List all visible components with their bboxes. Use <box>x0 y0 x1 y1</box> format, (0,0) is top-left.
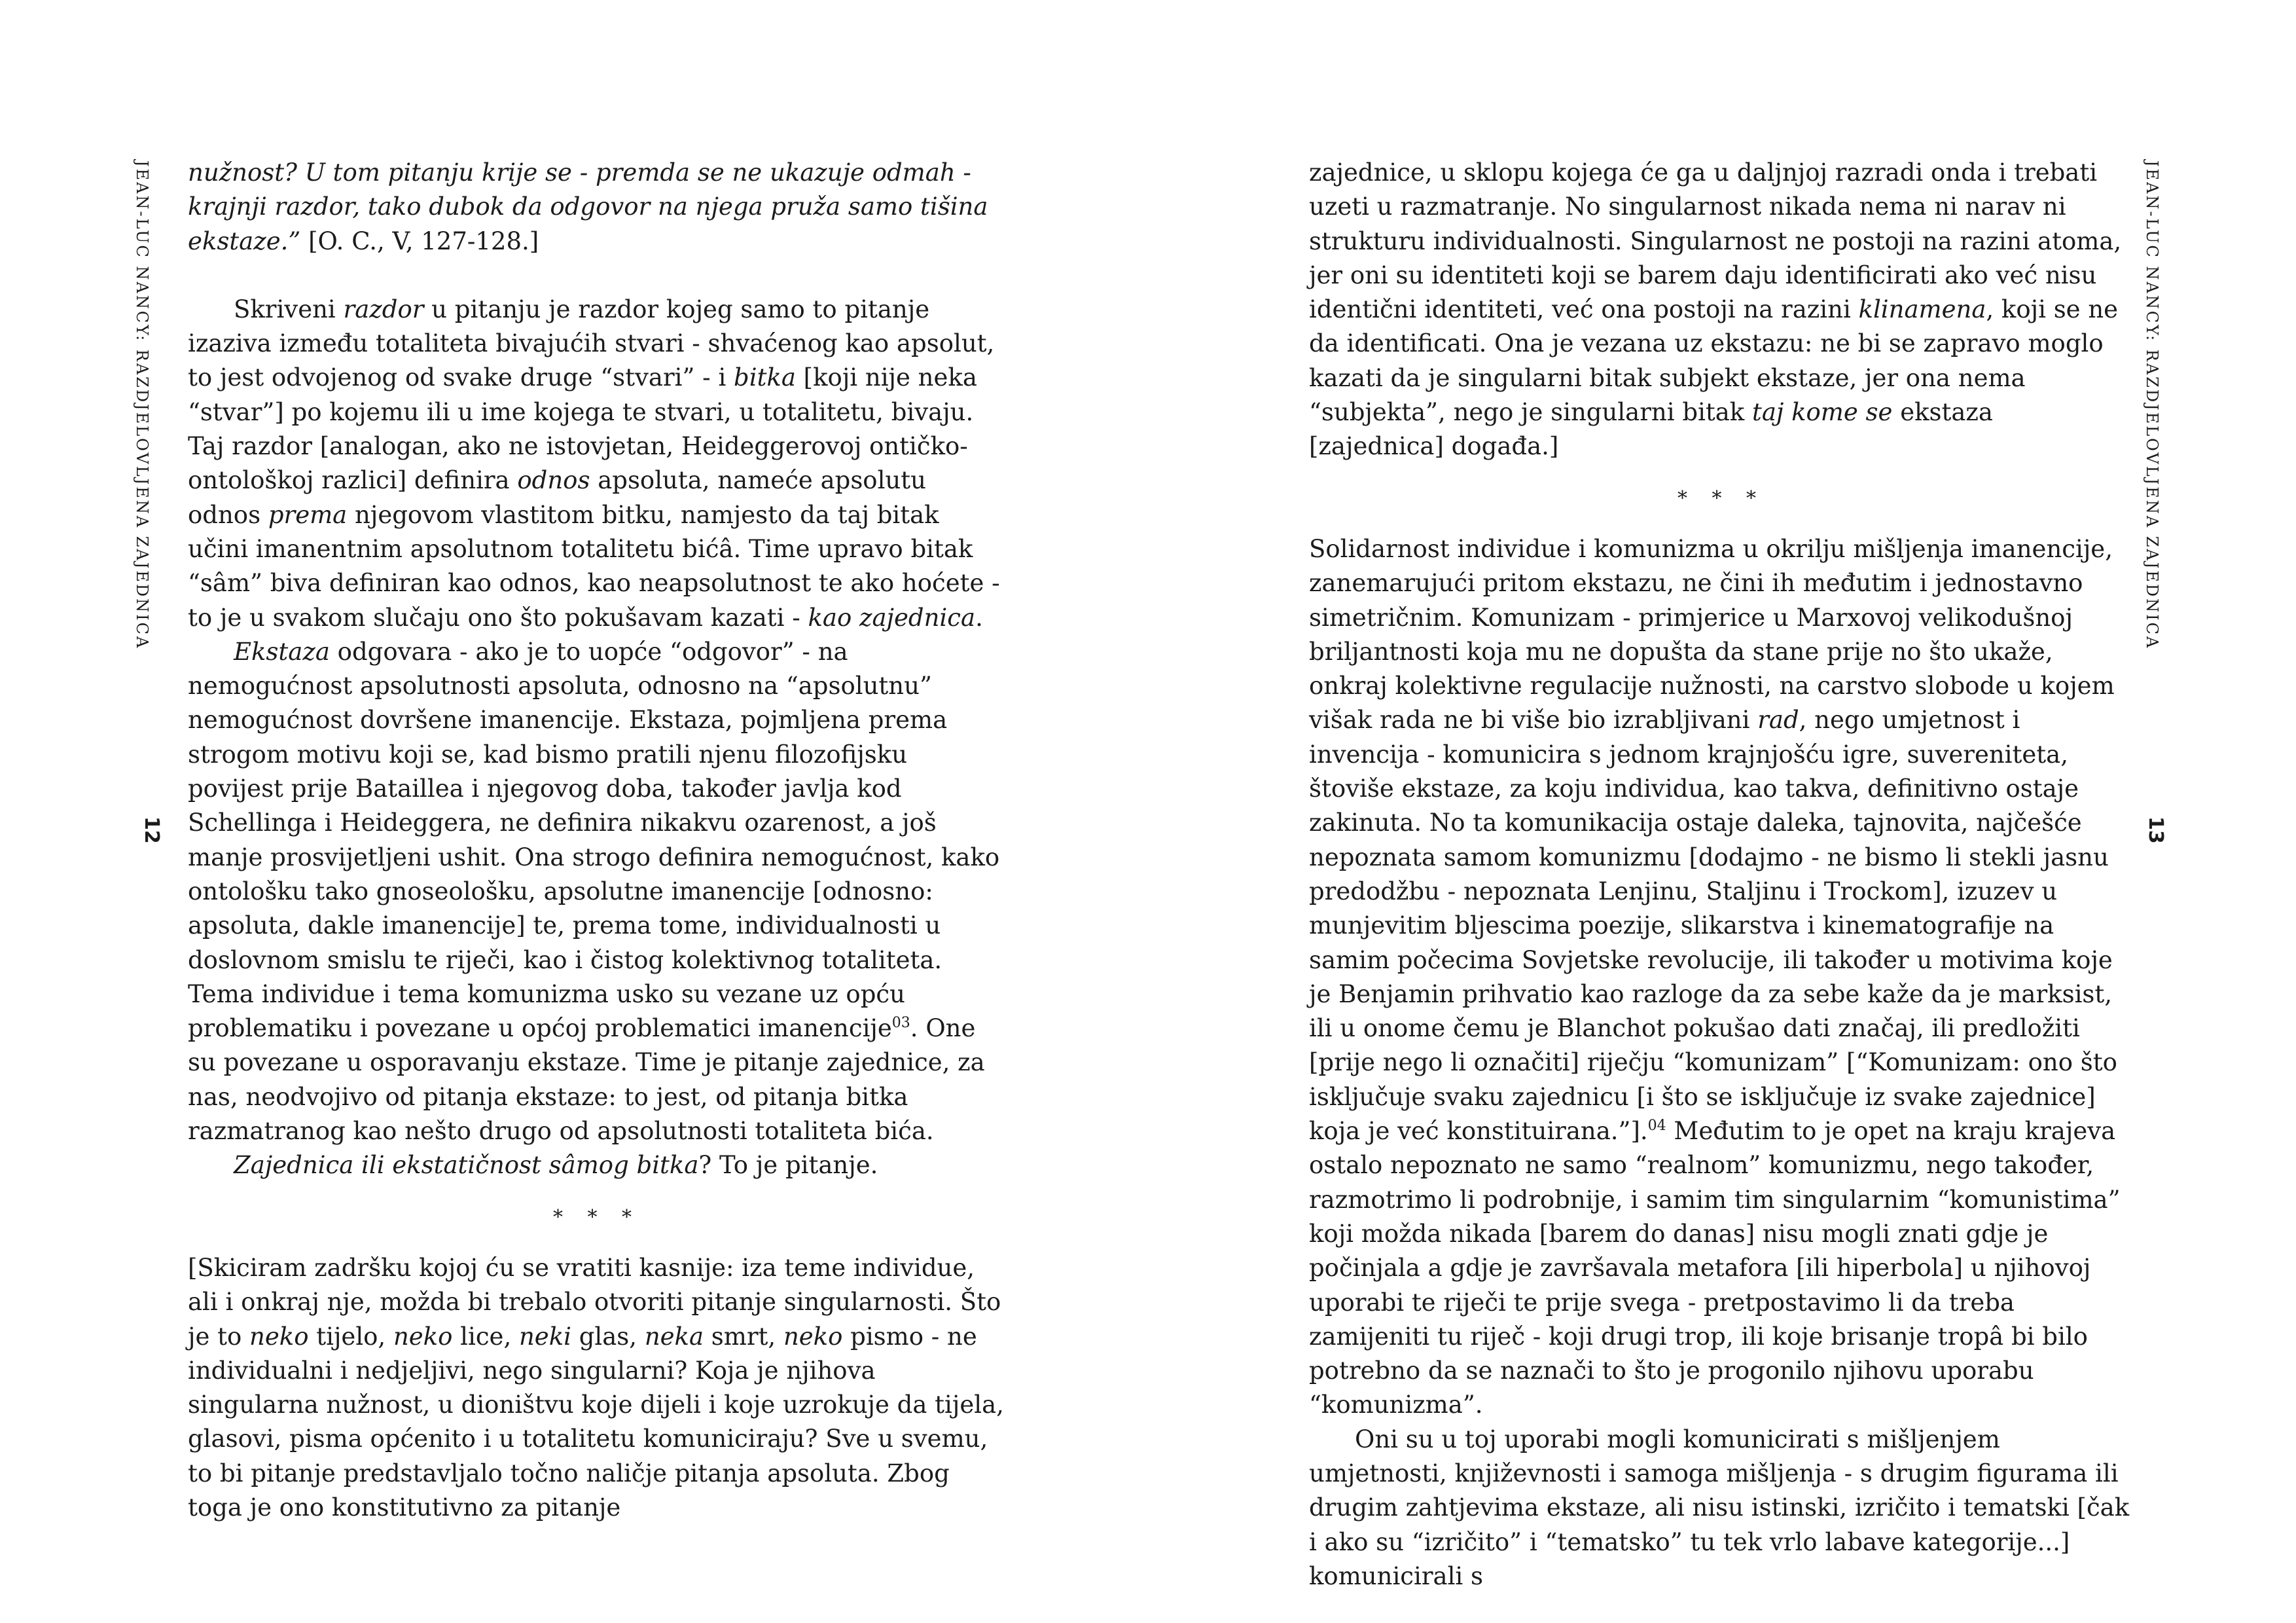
text-run: pismo - ne individualni i nedjeljivi, nego singularni? Koja je njihova singularna nužnost, u dioništvu koje dijeli i koje uzrokuje da tijela, glasovi, pisma općenito i u totalitetu komuniciraju? Sve u svemu, to bi pitanje predstavljalo točno naličje pitanja apsoluta. Zbog toga je ono konstitutivno za pitanje <box>188 1322 1004 1522</box>
text-run: glas, <box>571 1322 645 1351</box>
text-run: njegovom vlastitom bitku, namjesto da taj bitak učini imanentnim apsolutnom totalitetu bićâ. Time upravo bitak “sâm” biva definiran kao odnos, kao neapsolutnost te ako hoćete - to je u svakom slučaju ono što pokušavam kazati - <box>188 500 1000 632</box>
text-run: tijelo, <box>308 1322 393 1351</box>
italic-run: Zajednica ili ekstatičnost sâmog bitka <box>234 1151 699 1180</box>
italic-run: neko <box>249 1322 309 1351</box>
text-run: Skriveni <box>234 295 344 323</box>
italic-run: odnos <box>517 466 590 495</box>
text-run: apsoluta, nameće apsolutu odnos <box>188 466 926 529</box>
text-run: , nego umjetnost i invencija - komunicira s jednom krajnjošću igre, suvereniteta, štoviše ekstaze, za koju individua, kao takva, definitivno ostaje zakinuta. No ta komunikacija ostaje daleka, tajnovita, najčešće nepoznata samom komunizmu [dodajmo - ne bismo li stekli jasnu predodžbu - nepoznata Lenjinu, Staljinu i Trockom], izuzev u munjevitim bljescima poezije, slikarstva i kinematografije na samim počecima Sovjetske revolucije, ili također u motivima koje je Benjamin prihvatio kao razloge da za sebe kaže da je marksist, ili u onome čemu je Blanchot pokušao dati značaj, ili predložiti [prije nego li označiti] riječju “komunizam” [“Komunizam: ono što isključuje svaku zajednicu [i što se isključuje iz svake zajednice] koja je već konstituirana.”]. <box>1309 706 2117 1146</box>
text-run: u pitanju je razdor kojeg samo to pitanje izaziva između totaliteta bivajućih stvari - shvaćenog kao apsolut, to jest odvojenog od svake druge “stvari” - i <box>188 295 995 392</box>
italic-run: neka <box>644 1322 704 1351</box>
italic-run: rad <box>1757 706 1799 735</box>
paragraph-ekstaza <box>188 635 1006 1148</box>
right-page <box>1148 0 2296 1623</box>
text-run: , koji se ne da identificati. Ona je vezana uz ekstazu: ne bi se zapravo moglo kazati da je singularni bitak subjekt ekstaze, jer ona nema “subjekta”, nego je singularni bitak <box>1309 295 2119 427</box>
footnote-marker-04[interactable]: 04 <box>1647 1118 1666 1135</box>
paragraph-solidarnost <box>1309 532 2134 1423</box>
quote-continuation <box>188 156 1006 259</box>
text-run: Oni su u toj uporabi mogli komunicirati s mišljenjem umjetnosti, književnosti i samoga mišljenja - s drugim figurama ili drugim zahtjevima ekstaze, ali nisu istinski, izričito i tematski [čak i ako su “izričito” i “tematsko” tu tek vrlo labave kategorije...] komunicirali s <box>1309 1425 2130 1590</box>
text-run: lice, <box>452 1322 519 1351</box>
paragraph-question <box>188 1148 1006 1182</box>
text-run: zajednice, u sklopu kojega će ga u daljnjoj razradi onda i trebati uzeti u razmatranje. No singularnost nikada nema ni narav ni strukturu individualnosti. Singularnost ne postoji na razini atoma, jer oni su identiteti koji se barem daju identificirati ako već nisu identični identiteti, već ona postoji na razini <box>1309 158 2122 324</box>
italic-run: kao zajednica <box>808 603 976 632</box>
italic-run: prema <box>268 500 348 529</box>
quote-reference: [O. C., V, 127-128.] <box>300 227 539 255</box>
italic-run: razdor <box>343 295 424 323</box>
italic-run: taj kome se <box>1751 398 1893 427</box>
page-number-left: 12 <box>140 816 163 844</box>
running-head-right: JEAN-LUC NANCY: RAZDJELOVLJENA ZAJEDNICA <box>2143 160 2161 650</box>
text-run: . <box>975 603 983 632</box>
paragraph-singularnost <box>188 1251 1006 1525</box>
page-number-right: 13 <box>2144 816 2167 844</box>
section-break-stars: * * * <box>552 1205 641 1229</box>
italic-run: neko <box>393 1322 453 1351</box>
text-run: Solidarnost individue i komunizma u okrilju mišljenja imanencije, zanemarujući pritom ekstazu, ne čini ih međutim i jednostavno simetričnim. Komunizam - primjerice u Marxovoj velikodušnoj briljantnosti koja mu ne dopušta da stane prije no što ukaže, onkraj kolektivne regulacije nužnosti, na carstvo slobode u kojem višak rada ne bi više bio izrabljivani <box>1309 534 2115 735</box>
left-text-block <box>188 156 1006 1525</box>
paragraph-razdor <box>188 293 1006 635</box>
right-text-block <box>1309 156 2134 1594</box>
section-break-stars: * * * <box>1677 486 1766 510</box>
text-run: odgovara - ako je to uopće “odgovor” - na nemogućnost apsolutnosti apsoluta, odnosno na “apsolutnu” nemogućnost dovršene imanencije. Ekstaza, pojmljena prema strogom motivu koji se, kad bismo pratili njenu filozofijsku povijest prije Bataillea i njegovog doba, također javlja kod Schellinga i Heideggera, ne definira nikakvu ozarenost, a još manje prosvijetljeni ushit. Ona strogo definira nemogućnost, kako ontološku tako gnoseološku, apsolutne imanencije [odnosno: apsoluta, dakle imanencije] te, prema tome, individualnosti u doslovnom smislu te riječi, kao i čistog kolektivnog totaliteta. Tema individue i tema komunizma usko su vezane uz opću problematiku i povezane u općoj problematici imanencije <box>188 637 1000 1043</box>
text-run: ? To je pitanje. <box>698 1151 878 1180</box>
text-run: smrt, <box>704 1322 783 1351</box>
italic-run: neko <box>783 1322 843 1351</box>
footnote-marker-03[interactable]: 03 <box>891 1015 910 1032</box>
paragraph-oni-su <box>1309 1423 2134 1594</box>
running-head-left: JEAN-LUC NANCY: RAZDJELOVLJENA ZAJEDNICA <box>133 160 151 650</box>
text-run: [Skiciram zadršku kojoj ću se vratiti kasnije: iza teme individue, ali i onkraj nje, možda bi trebalo otvoriti pitanje singularnosti. Što je to <box>188 1253 1001 1351</box>
italic-run: neki <box>518 1322 571 1351</box>
italic-run: bitka <box>734 363 796 392</box>
italic-run: klinamena <box>1858 295 1986 324</box>
text-run: ekstaza [zajednica] događa.] <box>1309 398 1993 461</box>
italic-run: Ekstaza <box>234 637 330 666</box>
paragraph-zajednice-cont <box>1309 156 2134 464</box>
text-run: Međutim to je opet na kraju krajeva ostalo nepoznato ne samo “realnom” komunizmu, nego također, razmotrimo li podrobnije, i samim tim singularnim “komunistima” koji možda nikada [barem do danas] nisu mogli znati gdje je počinjala a gdje je završavala metafora [ili hiperbola] u njihovoj uporabi te riječi te prije svega - pretpostavimo li da treba zamijeniti tu riječ - koji drugi trop, ili koje brisanje tropâ bi bilo potrebno da se naznači to što je progonilo njihovu uporabu “komunizma”. <box>1309 1117 2121 1419</box>
text-run: . One su povezane u osporavanju ekstaze. Time je pitanje zajednice, za nas, neodvojivo od pitanja ekstaze: to jest, od pitanja bitka razmatranog kao nešto drugo od apsolutnosti totaliteta bića. <box>188 1014 985 1146</box>
text-run: [koji nije neka “stvar”] po kojemu ili u ime kojega te stvari, u totalitetu, bivaju. Taj razdor [analogan, ako ne istovjetan, Heideggerovoj ontičko-ontološkoj razlici] definira <box>188 363 977 495</box>
quote-italic: nužnost? U tom pitanju krije se - premda se ne ukazuje odmah - krajnji razdor, tako dubok da odgovor na njega pruža samo tišina ekstaze.” <box>188 158 988 255</box>
